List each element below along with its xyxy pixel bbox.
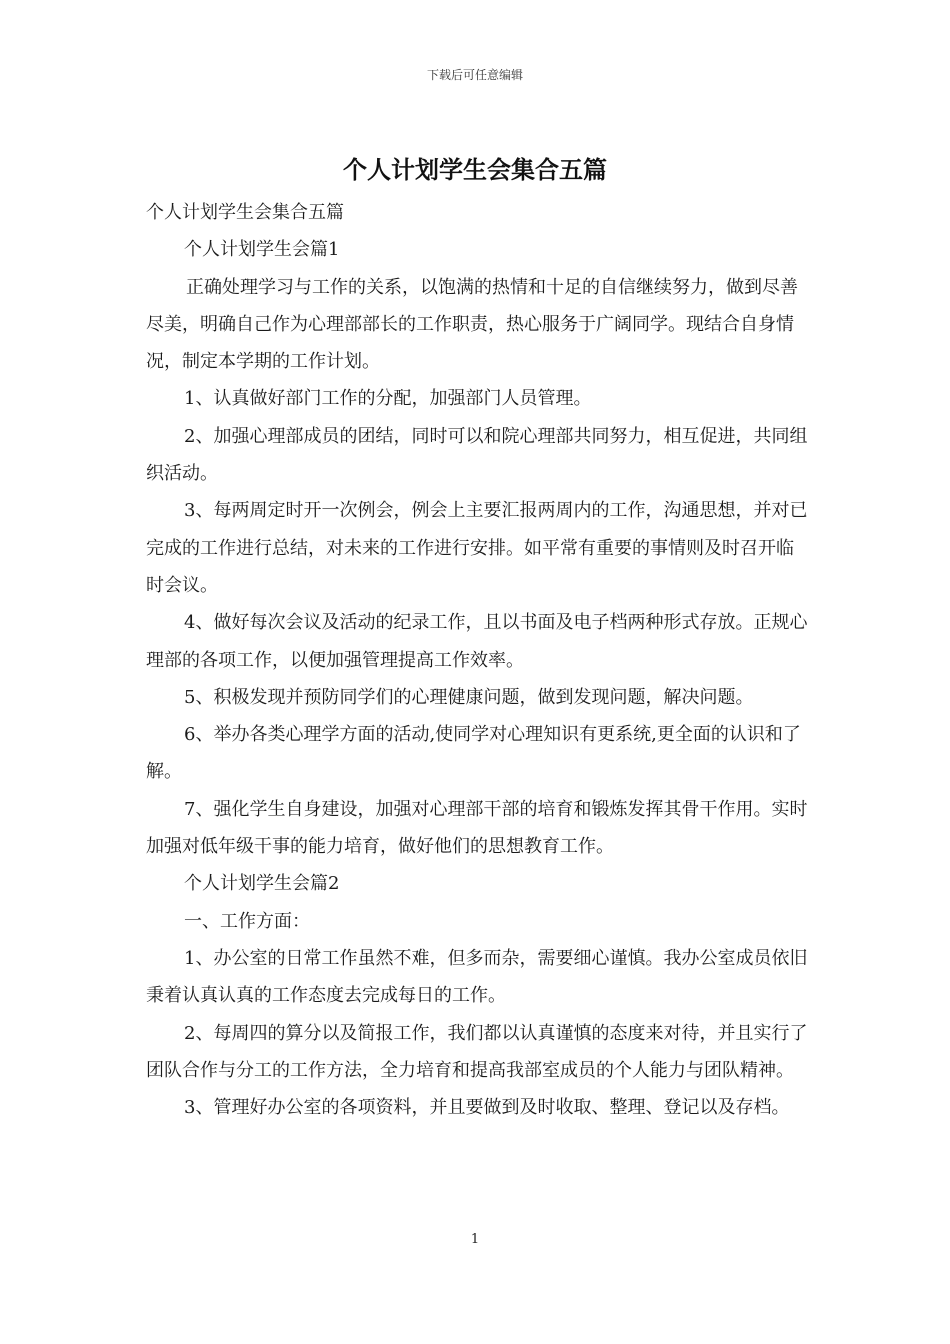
list-item-8: 1、办公室的日常工作虽然不难，但多而杂，需要细心谨慎。我办公室成员依旧秉着认真认真的工作态度去完成每日的工作。 xyxy=(146,947,808,1007)
subtitle-paragraph: 个人计划学生会集合五篇 xyxy=(146,202,344,223)
section-heading-1: 个人计划学生会篇1 xyxy=(184,239,340,261)
page-number: 1 xyxy=(470,1232,480,1247)
list-item-7: 7、强化学生自身建设，加强对心理部干部的培育和锻炼发挥其骨干作用。实时加强对低年级干事的能力培育，做好他们的思想教育工作。 xyxy=(146,798,808,858)
list-item-4: 4、做好每次会议及活动的纪录工作，且以书面及电子档两种形式存放。正规心理部的各项工作，以便加强管理提高工作效率。 xyxy=(146,612,808,671)
list-item-1: 1、认真做好部门工作的分配，加强部门人员管理。 xyxy=(184,388,592,410)
list-item-3: 3、每两周定时开一次例会，例会上主要汇报两周内的工作，沟通思想，并对已完成的工作进行总结，对未来的工作进行安排。如平常有重要的事情则及时召开临时会议。 xyxy=(146,500,808,596)
document-title: 个人计划学生会集合五篇 xyxy=(343,155,607,184)
body-paragraph: 正确处理学习与工作的关系，以饱满的热情和十足的自信继续努力，做到尽善尽美，明确自己作为心理部部长的工作职责，热心服务于广阔同学。现结合自身情况，制定本学期的工作计划。 xyxy=(146,276,798,373)
list-item-10: 3、管理好办公室的各项资料，并且要做到及时收取、整理、登记以及存档。 xyxy=(184,1097,790,1119)
section-heading-2: 个人计划学生会篇2 xyxy=(184,873,340,895)
list-item-9: 2、每周四的算分以及简报工作，我们都以认真谨慎的态度来对待，并且实行了团队合作与分工的工作方法，全力培育和提高我部室成员的个人能力与团队精神。 xyxy=(146,1022,808,1081)
list-item-5: 5、积极发现并预防同学们的心理健康问题，做到发现问题，解决问题。 xyxy=(184,686,754,708)
subsection-heading: 一、工作方面： xyxy=(184,910,310,932)
page-header: 下载后可任意编辑 xyxy=(426,68,523,82)
list-item-2: 2、加强心理部成员的团结，同时可以和院心理部共同努力，相互促进，共同组织活动。 xyxy=(146,425,808,485)
list-item-6: 6、举办各类心理学方面的活动,使同学对心理知识有更系统,更全面的认识和了解。 xyxy=(146,724,801,783)
document-body xyxy=(146,194,808,1126)
